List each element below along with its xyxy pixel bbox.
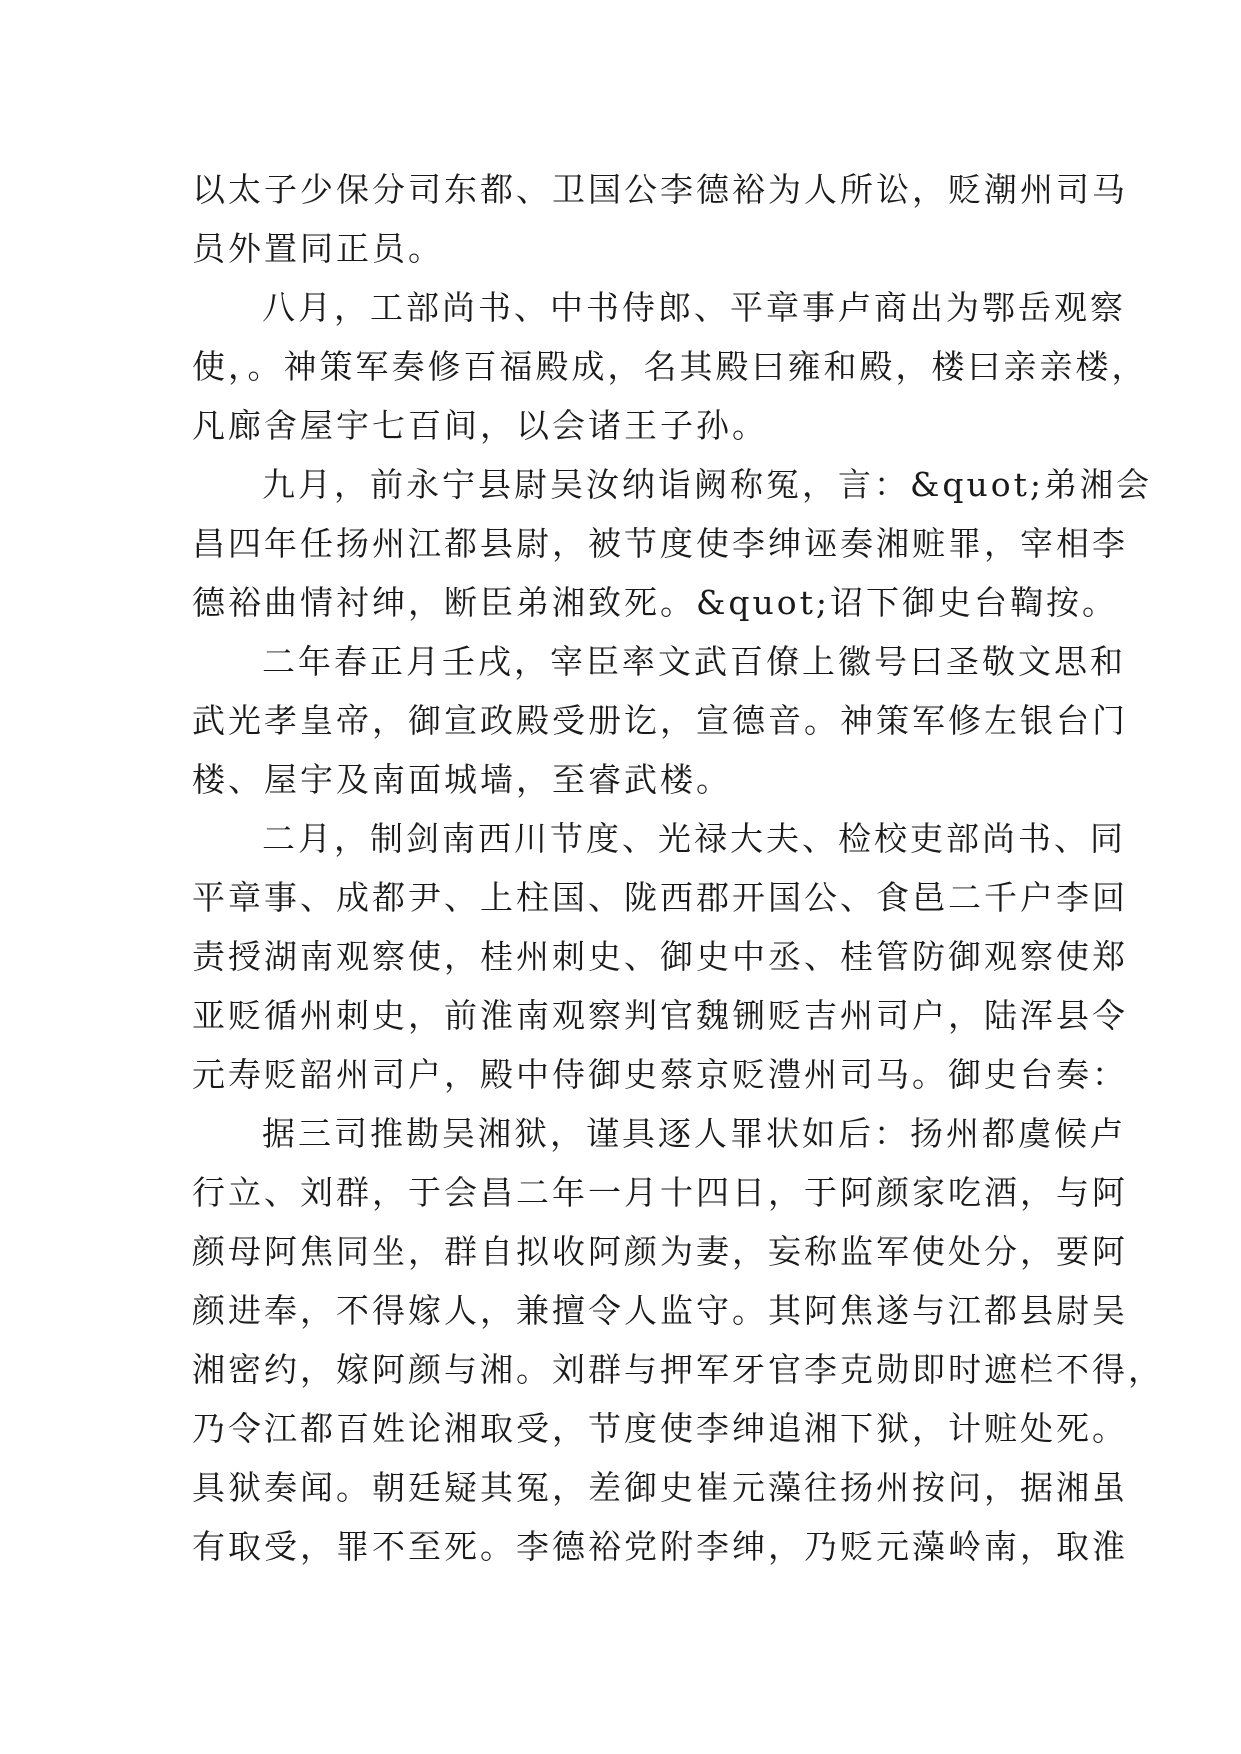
text-line: 湘密约，嫁阿颜与湘。刘群与押军牙官李克勋即时遮栏不得， [192,1350,1164,1389]
text-line: 平章事、成都尹、上柱国、陇西郡开国公、食邑二千户李回 [192,878,1128,917]
text-line: 凡廊舍屋宇七百间，以会诸王子孙。 [192,406,768,445]
text-line: 元寿贬韶州司户，殿中侍御史蔡京贬澧州司马。御史台奏： [192,1055,1128,1094]
text-line: 员外置同正员。 [192,229,444,268]
text-line: 德裕曲情衬绅，断臣弟湘致死。&quot;诏下御史台鞫按。 [192,583,1118,622]
text-line: 行立、刘群，于会昌二年一月十四日，于阿颜家吃酒，与阿 [192,1173,1128,1212]
text-line: 具狱奏闻。朝廷疑其冤，差御史崔元藻往扬州按问，据湘虽 [192,1468,1128,1507]
paragraph-start-line: 九月，前永宁县尉吴汝纳诣阙称冤，言：&quot;弟湘会 [262,465,1152,504]
text-line: 武光孝皇帝，御宣政殿受册讫，宣德音。神策军修左银台门 [192,701,1128,740]
text-line: 昌四年任扬州江都县尉，被节度使李绅诬奏湘赃罪，宰相李 [192,524,1128,563]
paragraph-start-line: 八月，工部尚书、中书侍郎、平章事卢商出为鄂岳观察 [262,288,1126,327]
text-line: 亚贬循州刺史，前淮南观察判官魏铏贬吉州司户，陆浑县令 [192,996,1128,1035]
paragraph-start-line: 二年春正月壬戌，宰臣率文武百僚上徽号曰圣敬文思和 [262,642,1126,681]
text-line: 责授湖南观察使，桂州刺史、御史中丞、桂管防御观察使郑 [192,937,1128,976]
text-line: 有取受，罪不至死。李德裕党附李绅，乃贬元藻岭南，取淮 [192,1527,1128,1566]
text-line: 楼、屋宇及南面城墙，至睿武楼。 [192,760,732,799]
text-line: 使，。神策军奏修百福殿成，名其殿曰雍和殿，楼曰亲亲楼， [192,347,1148,386]
text-line: 颜母阿焦同坐，群自拟收阿颜为妻，妄称监军使处分，要阿 [192,1232,1128,1271]
paragraph-start-line: 二月，制剑南西川节度、光禄大夫、检校吏部尚书、同 [262,819,1126,858]
paragraph-start-line: 据三司推勘吴湘狱，谨具逐人罪状如后：扬州都虞候卢 [262,1114,1126,1153]
text-line: 颜进奉，不得嫁人，兼擅令人监守。其阿焦遂与江都县尉吴 [192,1291,1128,1330]
text-line: 乃令江都百姓论湘取受，节度使李绅追湘下狱，计赃处死。 [192,1409,1128,1448]
document-body [192,160,1164,1576]
text-line: 以太子少保分司东都、卫国公李德裕为人所讼，贬潮州司马 [192,170,1128,209]
